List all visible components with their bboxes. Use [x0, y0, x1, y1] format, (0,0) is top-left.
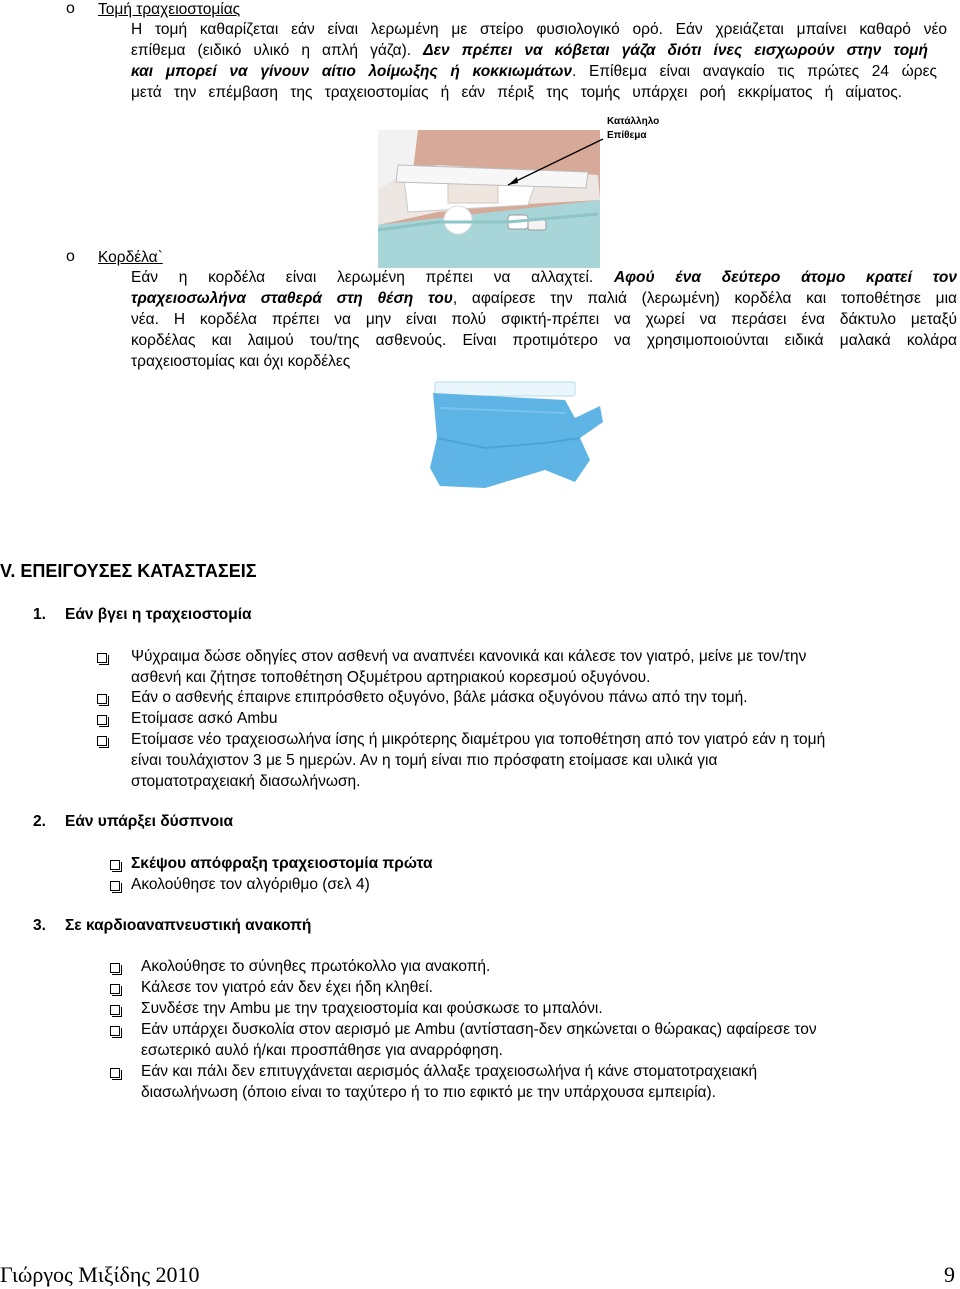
- foam-collar-photo: [425, 378, 607, 498]
- text-run: , αφαίρεσε την παλιά (λερωμένη) κορδέλα και τοποθέτησε μια: [452, 290, 957, 307]
- checkbox-bullet-icon: [110, 1068, 120, 1078]
- list-item: ασθενή και ζήτησε τοποθέτηση Οξυμέτρου αρτηριακού κορεσμού οξυγόνου.: [131, 669, 651, 686]
- checkbox-bullet-icon: [97, 653, 107, 663]
- list-item: Σκέψου απόφραξη τραχειοστομία πρώτα: [131, 855, 433, 872]
- checkbox-bullet-icon: [110, 1005, 120, 1015]
- subsection-number: 3.: [33, 917, 46, 934]
- list-item: διασωλήνωση (όποιο είναι το ταχύτερο ή το πιο εφικτό με την υπάρχουσα εμπειρία).: [141, 1084, 716, 1101]
- list-item: Ψύχραιμα δώσε οδηγίες στον ασθενή να αναπνέει κανονικά και κάλεσε τον γιατρό, μείνε με τον/την: [131, 648, 807, 665]
- list-item: Ετοίμασε νέο τραχειοσωλήνα ίσης ή μικρότερης διαμέτρου για τοποθέτηση από τον γιατρό εάν η τομή: [131, 731, 826, 748]
- list-item: Ακολούθησε τον αλγόριθμο (σελ 4): [131, 876, 370, 893]
- list-item: εσωτερικό αυλό ή/και προσπάθησε για αναρρόφηση.: [141, 1042, 503, 1059]
- section-heading: V. ΕΠΕΙΓΟΥΣΕΣ ΚΑΤΑΣΤΑΣΕΙΣ: [0, 561, 257, 581]
- checkbox-bullet-icon: [97, 715, 107, 725]
- subsection-number: 1.: [33, 606, 46, 623]
- list-item: είναι τουλάχιστον 3 με 5 ημερών. Αν η τομή είναι πιο πρόσφατη ετοίμασε και υλικά για: [131, 752, 718, 769]
- paragraph-line: νέα. Η κορδέλα πρέπει να μην είναι πολύ σφικτή-πρέπει να χωρεί να περάσει ένα δάκτυλο μεταξύ: [131, 311, 957, 328]
- list-item: Εάν υπάρχει δυσκολία στον αερισμό με Ambu (αντίσταση-δεν σηκώνεται ο θώρακας) αφαίρεσε τον: [141, 1021, 817, 1038]
- paragraph-line: [131, 62, 937, 82]
- paragraph-line: μετά την επέμβαση της τραχειοστομίας ή εάν πέριξ της τομής υπάρχει ροή εκκρίματος ή αίματος.: [131, 84, 902, 101]
- warning-text: Δεν πρέπει να κόβεται γάζα διότι ίνες εισχωρούν στην τομή: [423, 42, 928, 59]
- section-title-kordela: Κορδέλα`: [98, 249, 163, 266]
- list-bullet: o: [66, 0, 75, 17]
- paragraph-line: [131, 289, 957, 309]
- paragraph-line: [131, 41, 928, 61]
- caption-line: Κατάλληλο: [607, 116, 660, 127]
- list-bullet: o: [66, 248, 75, 265]
- page-number: 9: [944, 1262, 955, 1287]
- checkbox-bullet-icon: [110, 860, 120, 870]
- checkbox-bullet-icon: [110, 963, 120, 973]
- list-item: Εάν και πάλι δεν επιτυγχάνεται αερισμός άλλαξε τραχειοσωλήνα ή κάνε στοματοτραχειακή: [141, 1063, 758, 1080]
- checkbox-bullet-icon: [97, 736, 107, 746]
- figure-caption: [607, 115, 659, 143]
- footer-author: Γιώργος Μιξίδης 2010: [0, 1262, 200, 1287]
- warning-text: και μπορεί να γίνουν αίτιο λοίμωξης ή κοκκιωμάτων: [131, 63, 573, 80]
- subsection-title: Σε καρδιοαναπνευστική ανακοπή: [65, 917, 312, 934]
- caption-line: Επίθεμα: [607, 130, 647, 141]
- list-item: στοματοτραχειακή διασωλήνωση.: [131, 773, 361, 790]
- section-title-tomi: Τομή τραχειοστομίας: [98, 1, 241, 18]
- text-run: . Επίθεμα είναι αναγκαίο τις πρώτες 24 ώρες: [572, 63, 937, 80]
- checkbox-bullet-icon: [110, 881, 120, 891]
- subsection-title: Εάν υπάρξει δύσπνοια: [65, 813, 234, 830]
- checkbox-bullet-icon: [110, 984, 120, 994]
- list-item: Εάν ο ασθενής έπαιρνε επιπρόσθετο οξυγόνο, βάλε μάσκα οξυγόνου πάνω από την τομή.: [131, 689, 748, 706]
- text-run: Εάν η κορδέλα είναι λερωμένη πρέπει να αλλαχτεί.: [131, 269, 614, 286]
- emphasis-text: Αφού ένα δεύτερο άτομο κρατεί τον: [613, 269, 958, 286]
- text-run: επίθεμα (ειδικό υλικό η απλή γάζα).: [131, 42, 424, 59]
- subsection-title: Εάν βγει η τραχειοστομία: [65, 606, 252, 623]
- paragraph-line: Η τομή καθαρίζεται εάν είναι λερωμένη με στείρο φυσιολογικό ορό. Εάν χρειάζεται μπαίνει καθαρό νέο: [131, 21, 947, 38]
- emphasis-text: τραχειοσωλήνα σταθερά στη θέση του: [131, 290, 453, 307]
- checkbox-bullet-icon: [97, 694, 107, 704]
- paragraph-line: κορδέλας και λαιμού του/της ασθενούς. Είναι προτιμότερο να χρησιμοποιούνται ειδικά μαλακά κολάρα: [131, 332, 957, 349]
- paragraph-line: [131, 268, 957, 288]
- checkbox-bullet-icon: [110, 1026, 120, 1036]
- caption-pointer-line: [505, 137, 605, 187]
- paragraph-line: τραχειοστομίας και όχι κορδέλες: [131, 353, 351, 370]
- list-item: Ακολούθησε το σύνηθες πρωτόκολλο για ανακοπή.: [141, 958, 491, 975]
- list-item: Συνδέσε την Ambu με την τραχειοστομία και φούσκωσε το μπαλόνι.: [141, 1000, 603, 1017]
- list-item: Ετοίμασε ασκό Ambu: [131, 710, 278, 727]
- list-item: Κάλεσε τον γιατρό εάν δεν έχει ήδη κληθεί.: [141, 979, 433, 996]
- subsection-number: 2.: [33, 813, 46, 830]
